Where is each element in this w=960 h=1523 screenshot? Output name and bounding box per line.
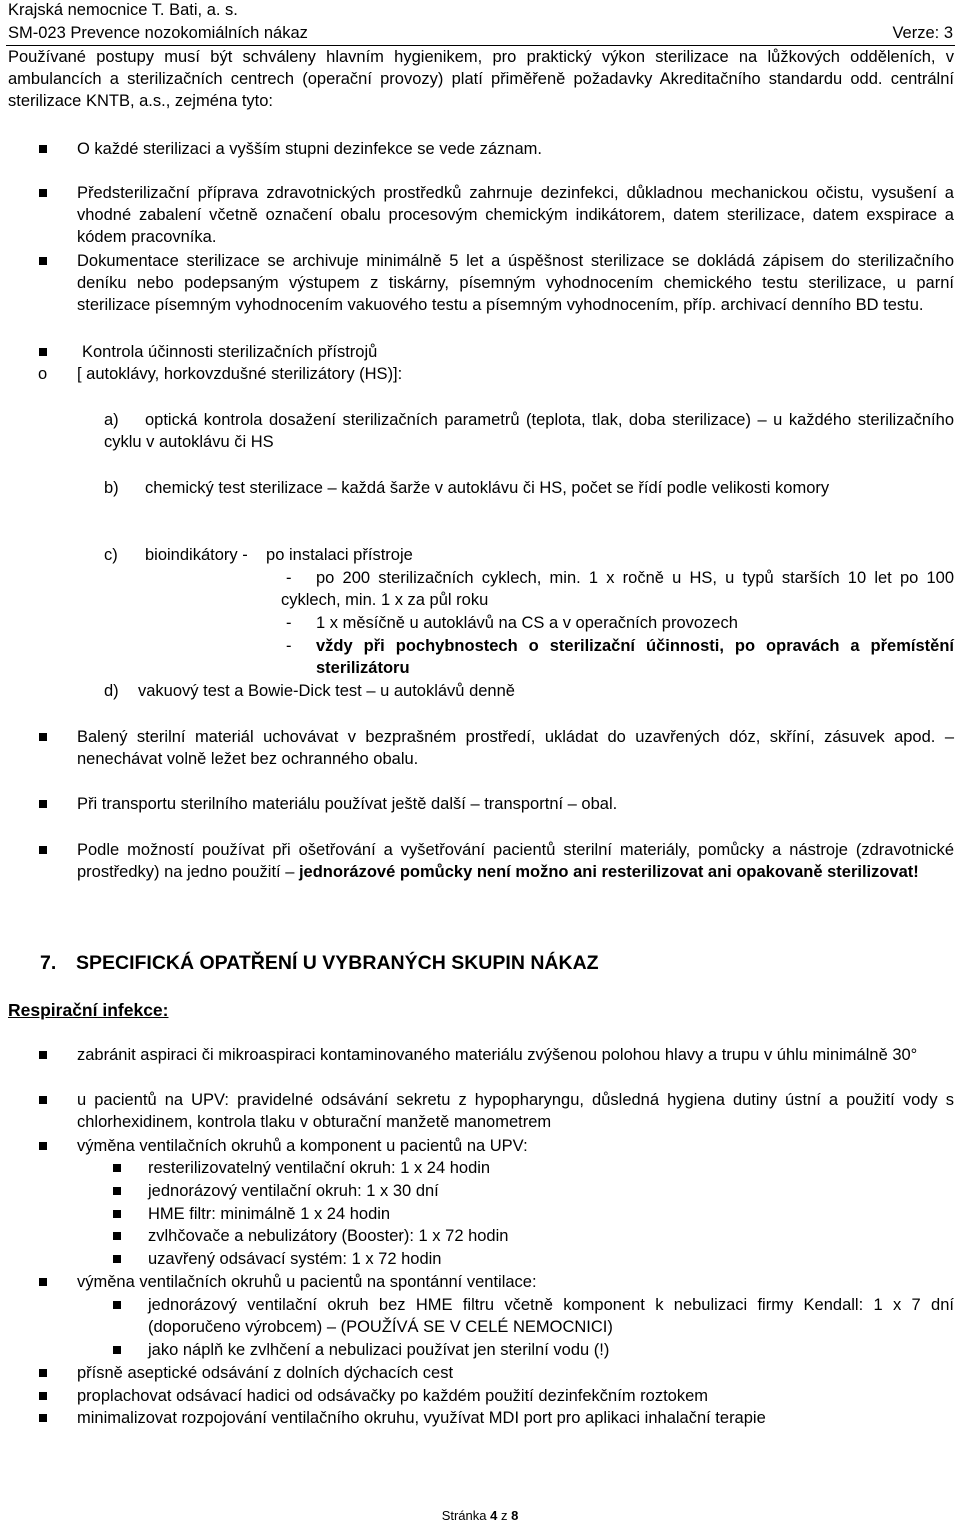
bullet-text: výměna ventilačních okruhů u pacientů na spontánní ventilace:	[77, 1273, 537, 1291]
list-text: bioindikátory - po instalaci přístroje	[145, 546, 413, 564]
footer-sep: z	[497, 1508, 512, 1523]
header-hospital: Krajská nemocnice T. Bati, a. s.	[8, 1, 238, 19]
section-heading	[40, 952, 599, 975]
bullet-text: Kontrola účinnosti sterilizačních přístrojů	[82, 343, 378, 361]
sub-list-item: HME filtr: minimálně 1 x 24 hodin	[148, 1205, 391, 1223]
square-bullet-icon	[39, 1096, 47, 1104]
page-footer	[0, 1508, 960, 1523]
square-bullet-icon	[39, 189, 47, 197]
footer-total: 8	[511, 1508, 519, 1523]
square-bullet-icon	[39, 348, 47, 356]
section-subheading: Respirační infekce:	[8, 1000, 169, 1020]
sub-list-item: uzavřený odsávací systém: 1 x 72 hodin	[148, 1250, 442, 1268]
sub-list-item: resterilizovatelný ventilační okruh: 1 x 24 hodin	[148, 1159, 491, 1177]
footer-page: 4	[490, 1508, 498, 1523]
intro-paragraph: Používané postupy musí být schváleny hlavním hygienikem, pro praktický výkon sterilizace na lůžkových odděleních, v ambulancích a sterilizačních centrech (operační provozy) platí přiměřeně požadavky Akreditačního standardu odd. centrální sterilizace KNTB, a.s., zejména tyto:	[8, 48, 954, 110]
square-bullet-icon	[39, 846, 47, 854]
dash-text: 1 x měsíčně u autoklávů na CS a v operačních provozech	[316, 614, 738, 632]
bullet-text	[77, 839, 954, 883]
footer-prefix: Stránka	[441, 1508, 491, 1523]
bullet-text-plain: Podle možností používat při ošetřování a vyšetřování pacientů sterilní materiály, pomůcky a nástroje (zdravotnické prostředky) na jedno použití –	[77, 841, 954, 881]
square-bullet-icon	[39, 1414, 47, 1422]
header-document: SM-023 Prevence nozokomiálních nákaz	[8, 24, 308, 42]
section-number: 7.	[40, 952, 57, 974]
square-bullet-icon	[113, 1187, 121, 1195]
square-bullet-icon	[39, 1278, 47, 1286]
square-bullet-icon	[113, 1346, 121, 1354]
square-bullet-icon	[113, 1232, 121, 1240]
section-title: SPECIFICKÁ OPATŘENÍ U VYBRANÝCH SKUPIN NÁKAZ	[76, 952, 599, 974]
bullet-text: u pacientů na UPV: pravidelné odsávání sekretu z hypopharyngu, důsledná hygiena dutiny ústní a použití vody s chlorhexidinem, kontrola tlaku v obturační manžetě manometrem	[77, 1091, 954, 1131]
dash-text: vždy při pochybnostech o sterilizační účinnosti, po opravách a přemístění sterilizátoru	[316, 637, 954, 677]
square-bullet-icon	[113, 1164, 121, 1172]
list-text: optická kontrola dosažení sterilizačních parametrů (teplota, tlak, doba sterilizace) – u každého sterilizačního cyklu v autoklávu či HS	[104, 411, 954, 451]
square-bullet-icon	[39, 800, 47, 808]
dash-marker: -	[286, 637, 292, 655]
list-label: b)	[104, 479, 119, 497]
bullet-text: přísně aseptické odsávání z dolních dýchacích cest	[77, 1364, 454, 1382]
bullet-text: [ autoklávy, horkovzdušné sterilizátory (HS)]:	[77, 365, 403, 383]
square-bullet-icon	[39, 1392, 47, 1400]
bullet-text: výměna ventilačních okruhů a komponent u pacientů na UPV:	[77, 1137, 528, 1155]
header-document-row	[8, 24, 953, 43]
bullet-text: Dokumentace sterilizace se archivuje minimálně 5 let a úspěšnost sterilizace se dokládá zápisem do sterilizačního deníku nebo podepsaným výstupem z tiskárny, písemným vyhodnocením chemického testu sterilizace, u parní sterilizace písemným vyhodnocením vakuového testu a písemným vyhodnocením, příp. archivací denního BD testu.	[77, 252, 954, 314]
bullet-text: zabránit aspiraci či mikroaspiraci kontaminovaného materiálu zvýšenou polohou hlavy a trupu v úhlu minimálně 30°	[77, 1046, 918, 1064]
square-bullet-icon	[113, 1255, 121, 1263]
dash-marker: -	[286, 569, 292, 587]
sub-list-item: zvlhčovače a nebulizátory (Booster): 1 x 72 hodin	[148, 1227, 509, 1245]
square-bullet-icon	[113, 1301, 121, 1309]
circle-bullet-icon: o	[38, 365, 48, 383]
bullet-text: Při transportu sterilního materiálu používat ještě další – transportní – obal.	[77, 795, 618, 813]
sub-list-item: jako náplň ke zvlhčení a nebulizaci používat jen sterilní vodu (!)	[148, 1341, 610, 1359]
list-label: d)	[104, 682, 119, 700]
bullet-text: Balený sterilní materiál uchovávat v bezprašném prostředí, ukládat do uzavřených dóz, skříní, zásuvek apod. – nenechávat volně ležet bez ochranného obalu.	[77, 728, 954, 768]
dash-text: po 200 sterilizačních cyklech, min. 1 x ročně u HS, u typů starších 10 let po 100 cyklech, min. 1 x za půl roku	[281, 569, 954, 609]
square-bullet-icon	[113, 1210, 121, 1218]
bullet-text: proplachovat odsávací hadici od odsávačky po každém použití dezinfekčním roztokem	[77, 1387, 709, 1405]
bullet-text-bold: jednorázové pomůcky není možno ani resterilizovat ani opakovaně sterilizovat!	[298, 863, 919, 881]
bullet-text: Předsterilizační příprava zdravotnických prostředků zahrnuje dezinfekci, důkladnou mechanickou očistu, vysušení a vhodné zabalení včetně označení obalu procesovým chemickým indikátorem, datem sterilizace, datem exspirace a kódem pracovníka.	[77, 184, 954, 246]
square-bullet-icon	[39, 1142, 47, 1150]
square-bullet-icon	[39, 257, 47, 265]
square-bullet-icon	[39, 1369, 47, 1377]
bullet-text: minimalizovat rozpojování ventilačního okruhu, využívat MDI port pro aplikaci inhalační terapie	[77, 1409, 766, 1427]
sub-list-item: jednorázový ventilační okruh: 1 x 30 dní	[148, 1182, 439, 1200]
list-text: chemický test sterilizace – každá šarže v autoklávu či HS, počet se řídí podle velikosti komory	[145, 479, 830, 497]
bullet-text: O každé sterilizaci a vyšším stupni dezinfekce se vede záznam.	[77, 140, 542, 158]
square-bullet-icon	[39, 145, 47, 153]
dash-marker: -	[286, 614, 292, 632]
square-bullet-icon	[39, 733, 47, 741]
square-bullet-icon	[39, 1051, 47, 1059]
header-version: Verze: 3	[892, 24, 953, 42]
list-label: a)	[104, 411, 119, 429]
list-label: c)	[104, 546, 118, 564]
list-text: vakuový test a Bowie-Dick test – u autoklávů denně	[138, 682, 515, 700]
sub-list-item: jednorázový ventilační okruh bez HME filtru včetně komponent k nebulizaci firmy Kendall: 1 x 7 dní (doporučeno výrobcem) – (POUŽÍVÁ SE V CELÉ NEMOCNICI)	[148, 1296, 954, 1336]
